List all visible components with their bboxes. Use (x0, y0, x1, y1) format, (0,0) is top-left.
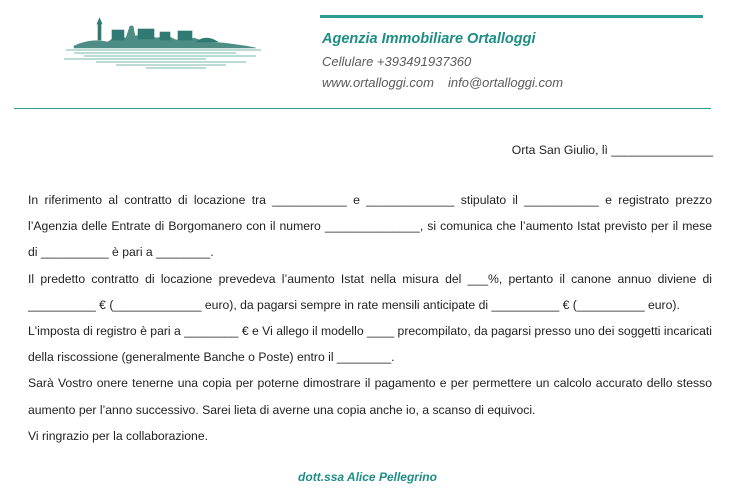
paragraph-contract-reference: In riferimento al contratto di locazione tra ___________ e _____________ stipulato il ___________ e registrato prezzo l’Agenzia delle Entrate di Borgomanero con il numero ______________, si comunica che l’aumento Istat previsto per il mese di __________ è pari a ________. (28, 193, 712, 260)
website-link[interactable]: www.ortalloggi.com (322, 75, 434, 90)
header-divider (14, 108, 711, 109)
place-date-line: Orta San Giulio, lì _______________ (511, 143, 713, 157)
signature: dott.ssa Alice Pellegrino (298, 470, 437, 484)
paragraph-registration-tax: L'imposta di registro è pari a ________ € e Vi allego il modello ____ precompilato, da pagarsi presso uno dei soggetti incaricati della riscossione (generalmente Banche o Poste) entro il ________. (28, 324, 712, 365)
agency-contacts (322, 75, 563, 90)
paragraph-copy-request: Sarà Vostro onere tenerne una copia per poterne dimostrare il pagamento e per permettere un calcolo accurato dello stesso aumento per l’anno successivo. Sarei lieta di averne una copia anche io, a scanso di equivoci. (28, 376, 712, 417)
lake-village-logo (56, 12, 274, 72)
letter-body (28, 187, 712, 449)
agency-name: Agenzia Immobiliare Ortalloggi (322, 31, 536, 47)
paragraph-rent-increase: Il predetto contratto di locazione prevedeva l’aumento Istat nella misura del ___%, pertanto il canone annuo diviene di __________ € (_____________ euro), da pagarsi sempre in rate mensili anticipate di __________ € (__________ euro). (28, 271, 712, 312)
paragraph-thanks: Vi ringrazio per la collaborazione. (28, 428, 208, 443)
header-top-rule (320, 15, 703, 18)
email-link[interactable]: info@ortalloggi.com (448, 75, 564, 90)
agency-phone: Cellulare +393491937360 (322, 54, 472, 69)
